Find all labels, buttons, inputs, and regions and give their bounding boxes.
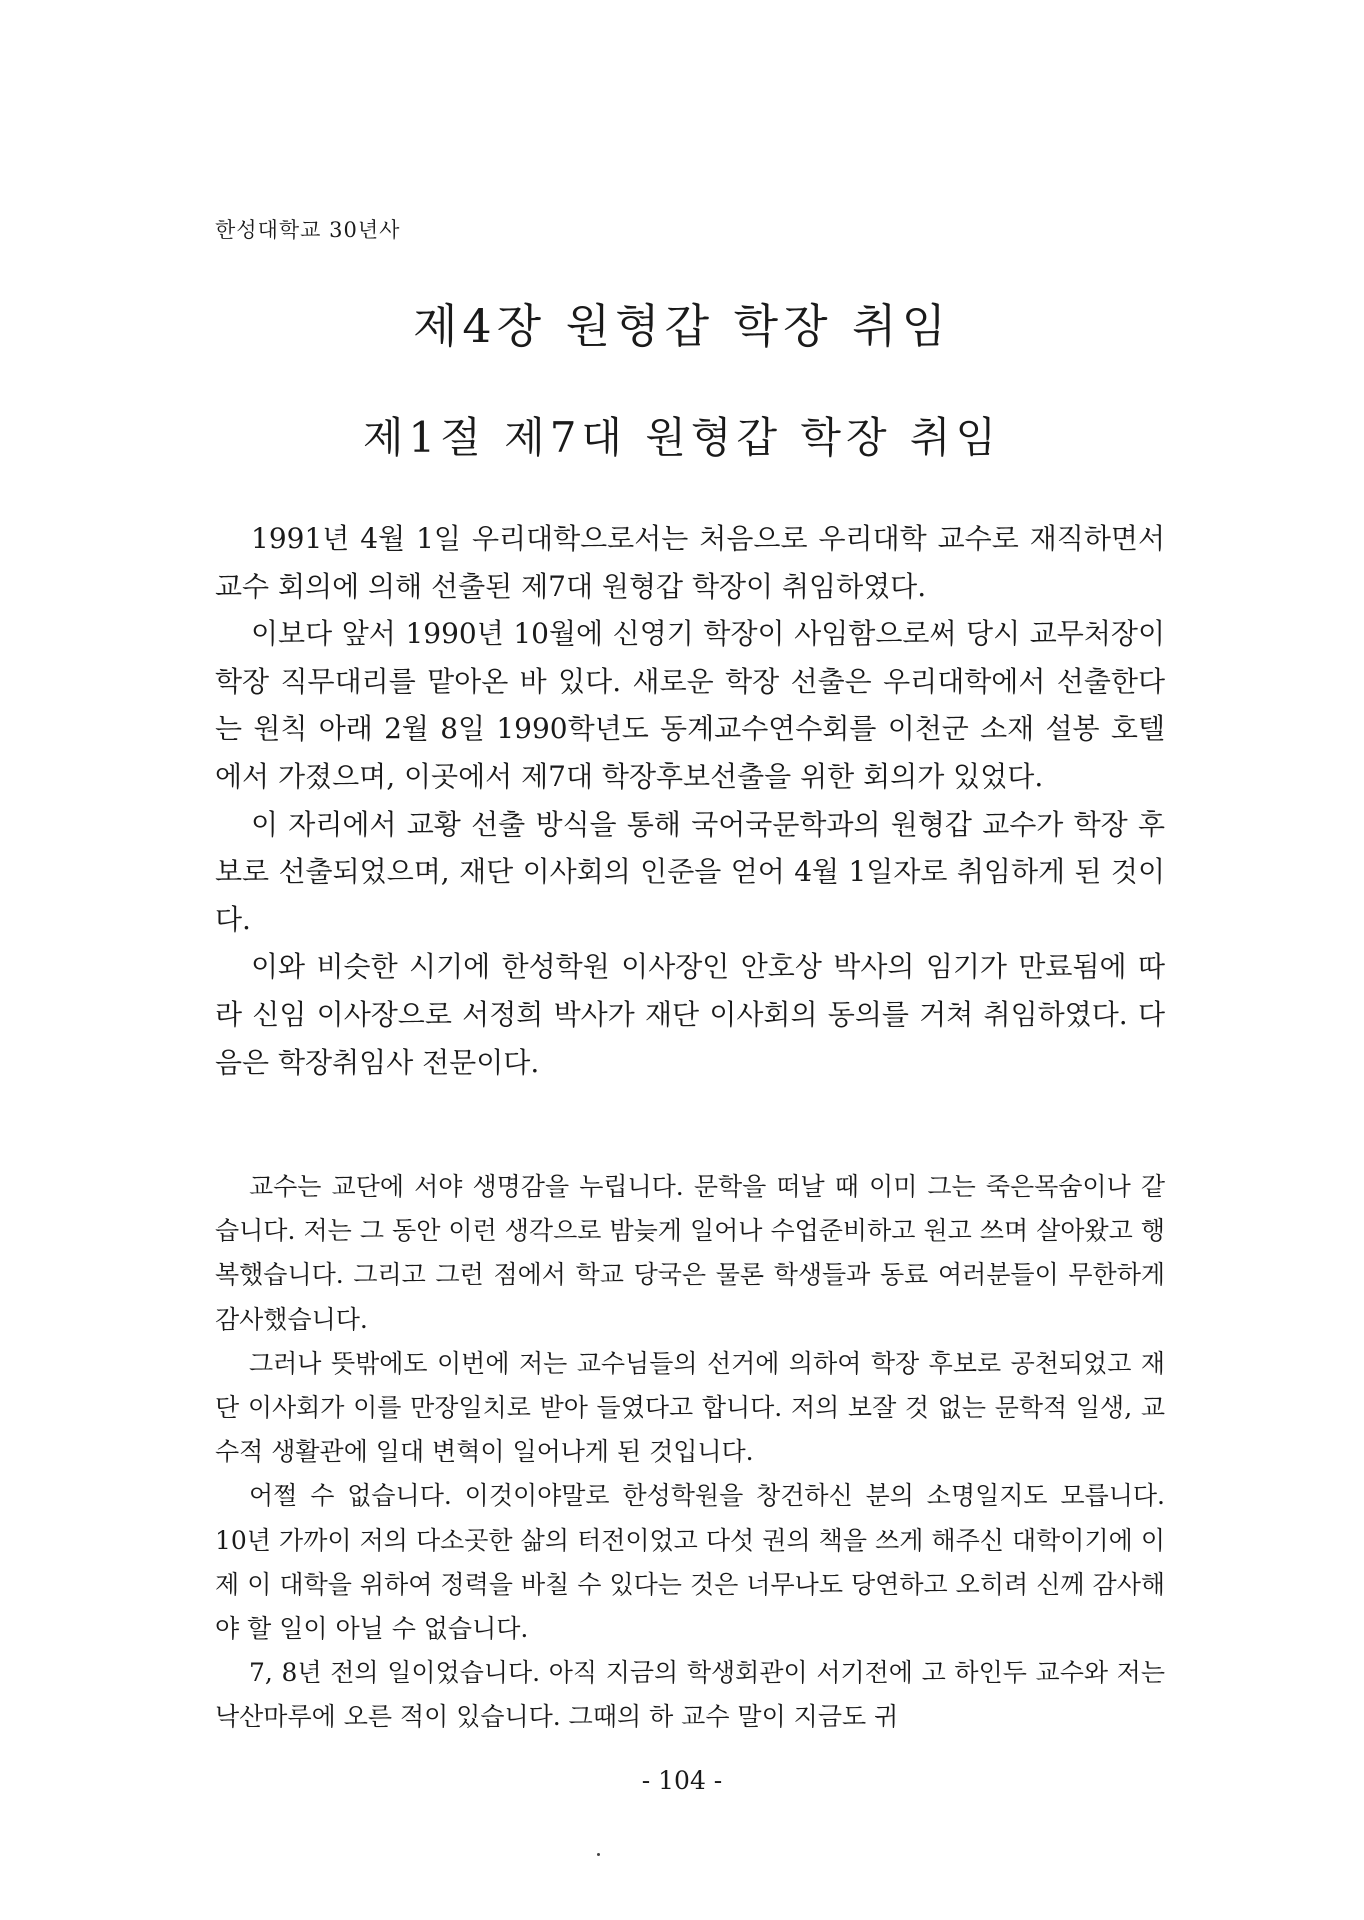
chapter-title: 제4장 원형갑 학장 취임 [412, 299, 952, 353]
speech-paragraph: 교수는 교단에 서야 생명감을 누립니다. 문학을 떠날 때 이미 그는 죽은목숨이나 같습니다. 저는 그 동안 이런 생각으로 밤늦게 일어나 수업준비하고 원고 쓰며 살아왔고 행복했습니다. 그리고 그런 점에서 학교 당국은 물론 학생들과 동료 여러분들이 무한하게 감사했습니다. [215, 1172, 1165, 1334]
speech-paragraph: 어쩔 수 없습니다. 이것이야말로 한성학원을 창건하신 분의 소명일지도 모릅니다. 10년 가까이 저의 다소곳한 삶의 터전이었고 다섯 권의 책을 쓰게 해주신 대학이기에 이제 이 대학을 위하여 정력을 바칠 수 있다는 것은 너무나도 당연하고 오히려 신께 감사해야 할 일이 아닐 수 없습니다. [215, 1481, 1165, 1644]
section-title: 제1절 제7대 원형갑 학장 취임 [362, 413, 1002, 462]
page-number: - 104 - [641, 1766, 723, 1795]
inaugural-speech [215, 1165, 1165, 1740]
body-paragraph: 이와 비슷한 시기에 한성학원 이사장인 안호상 박사의 임기가 만료됨에 따라 신임 이사장으로 서정희 박사가 재단 이사회의 동의를 거쳐 취임하였다. 다음은 학장취임사 전문이다. [215, 950, 1166, 1079]
body-paragraph: 이보다 앞서 1990년 10월에 신영기 학장이 사임함으로써 당시 교무처장이 학장 직무대리를 맡아온 바 있다. 새로운 학장 선출은 우리대학에서 선출한다는 원칙 아래 2월 8일 1990학년도 동계교수연수회를 이천군 소재 설봉 호텔에서 가졌으며, 이곳에서 제7대 학장후보선출을 위한 회의가 있었다. [215, 617, 1165, 793]
speech-paragraph: 7, 8년 전의 일이었습니다. 아직 지금의 학생회관이 서기전에 고 하인두 교수와 저는 낙산마루에 오른 적이 있습니다. 그때의 하 교수 말이 지금도 귀 [215, 1658, 1165, 1732]
body-paragraph: 이 자리에서 교황 선출 방식을 통해 국어국문학과의 원형갑 교수가 학장 후보로 선출되었으며, 재단 이사회의 인준을 얻어 4월 1일자로 취임하게 된 것이다. [215, 807, 1165, 936]
scan-speck [597, 1853, 600, 1856]
speech-paragraph: 그러나 뜻밖에도 이번에 저는 교수님들의 선거에 의하여 학장 후보로 공천되었고 재단 이사회가 이를 만장일치로 받아 들였다고 합니다. 저의 보잘 것 없는 문학적 일생, 교수적 생활관에 일대 변혁이 일어나게 된 것입니다. [215, 1348, 1165, 1467]
running-head: 한성대학교 30년사 [215, 218, 401, 242]
body-paragraph: 1991년 4월 1일 우리대학으로서는 처음으로 우리대학 교수로 재직하면서 교수 회의에 의해 선출된 제7대 원형갑 학장이 취임하였다. [215, 522, 1165, 603]
body-text [215, 515, 1165, 1086]
